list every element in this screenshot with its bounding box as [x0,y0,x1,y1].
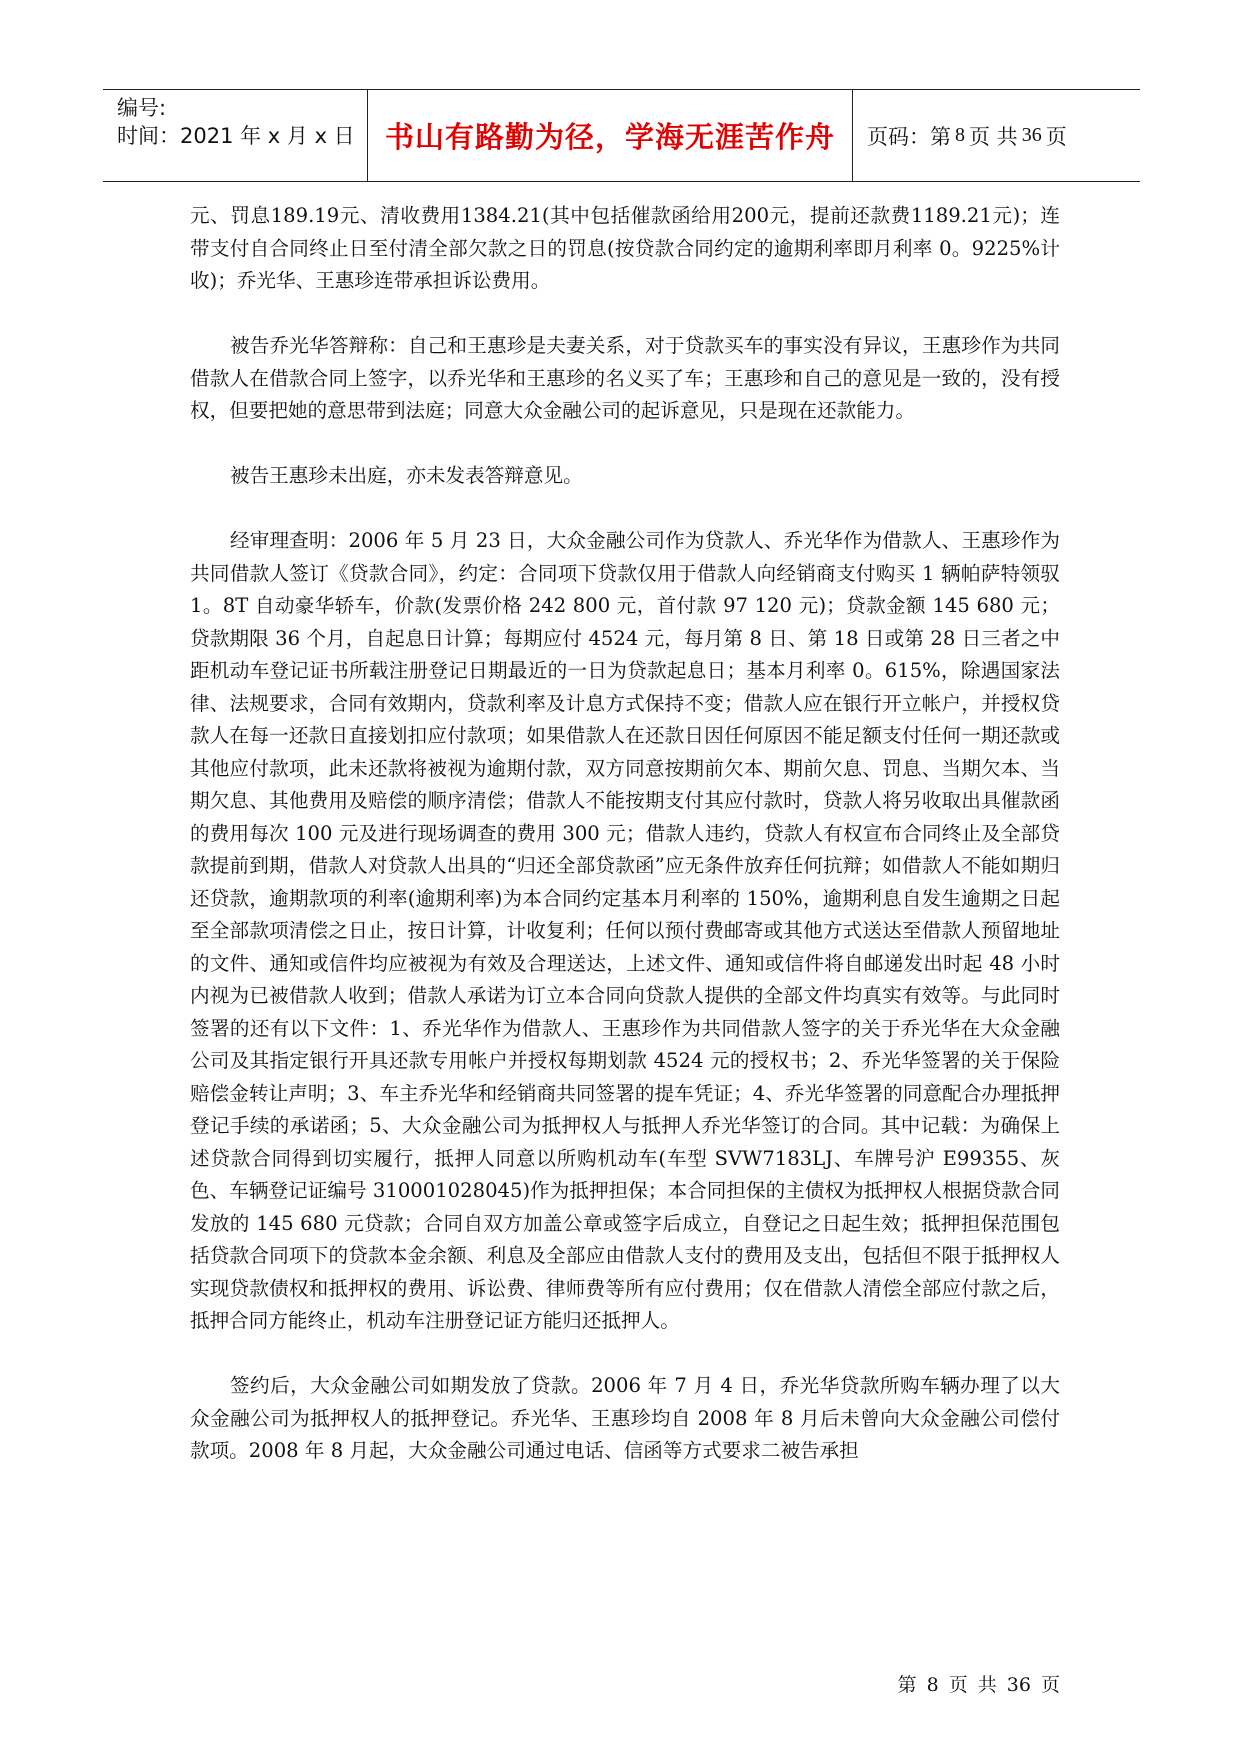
body-paragraph: 签约后，大众金融公司如期发放了贷款。2006 年 7 月 4 日，乔光华贷款所购车辆办理了以大众金融公司为抵押权人的抵押登记。乔光华、王惠珍均自 2008 年 8 月后未曾向大众金融公司偿付款项。2008 年 8 月起，大众金融公司通过电话、信函等方式要求二被告承担 [190,1374,1060,1462]
header-slogan: 书山有路勤为径，学海无涯苦作舟 [368,90,853,181]
document-number-label: 编号: [117,96,167,120]
document-body [190,200,1060,1500]
page-code-middle: 页 共 [969,124,1018,149]
page-code-suffix: 页 [1045,124,1067,149]
page-code-total: 36 [1021,124,1042,146]
body-paragraph: 元、罚息189.19元、清收费用1384.21(其中包括催款函给用200元，提前还款费1189.21元)；连带支付自合同终止日至付清全部欠款之日的罚息(按贷款合同约定的逾期利率即月利率 0。9225%计收)；乔光华、王惠珍连带承担诉讼费用。 [190,204,1060,292]
body-paragraph: 被告乔光华答辩称：自己和王惠珍是夫妻关系，对于贷款买车的事实没有异议，王惠珍作为共同借款人在借款合同上签字，以乔光华和王惠珍的名义买了车；王惠珍和自己的意见是一致的，没有授权，但要把她的意思带到法庭；同意大众金融公司的起诉意见，只是现在还款能力。 [190,334,1060,422]
page-footer: 第 8 页 共 36 页 [897,1674,1060,1696]
header-page-code [853,90,1140,181]
header-meta [103,90,368,181]
body-paragraph: 被告王惠珍未出庭，亦未发表答辩意见。 [230,464,583,487]
document-time-label: 时间：2021 年 x 月 x 日 [117,124,355,148]
page-code-prefix: 页码：第 [867,124,951,149]
body-paragraph: 经审理查明：2006 年 5 月 23 日，大众金融公司作为贷款人、乔光华作为借款人、王惠珍作为共同借款人签订《贷款合同》，约定：合同项下贷款仅用于借款人向经销商支付购买 1 辆帕萨特领驭 1。8T 自动豪华轿车，价款(发票价格 242 800 元，首付款 97 120 元)；贷款金额 145 680 元；贷款期限 36 个月，自起息日计算；每期应付 4524 元，每月第 8 日、第 18 日或第 28 日三者之中距机动车登记证书所载注册登记日期最近的一日为贷款起息日；基本月利率 0。615%，除遇国家法律、法规要求，合同有效期内，贷款利率及计息方式保持不变；借款人应在银行开立帐户，并授权贷款人在每一还款日直接划扣应付款项；如果借款人在还款日因任何原因不能足额支付任何一期还款或其他应付款项，此未还款将被视为逾期付款，双方同意按期前欠本、期前欠息、罚息、当期欠本、当期欠息、其他费用及赔偿的顺序清偿；借款人不能按期支付其应付款时，贷款人将另收取出具催款函的费用每次 100 元及进行现场调查的费用 300 元；借款人违约，贷款人有权宣布合同终止及全部贷款提前到期，借款人对贷款人出具的“归还全部贷款函”应无条件放弃任何抗辩；如借款人不能如期归还贷款，逾期款项的利率(逾期利率)为本合同约定基本月利率的 150%，逾期利息自发生逾期之日起至全部款项清偿之日止，按日计算，计收复利；任何以预付费邮寄或其他方式送达至借款人预留地址的文件、通知或信件均应被视为有效及合理送达，上述文件、通知或信件将自邮递发出时起 48 小时内视为已被借款人收到；借款人承诺为订立本合同向贷款人提供的全部文件均真实有效等。与此同时签署的还有以下文件：1、乔光华作为借款人、王惠珍作为共同借款人签字的关于乔光华在大众金融公司及其指定银行开具还款专用帐户并授权每期划款 4524 元的授权书；2、乔光华签署的关于保险赔偿金转让声明；3、车主乔光华和经销商共同签署的提车凭证；4、乔光华签署的同意配合办理抵押登记手续的承诺函；5、大众金融公司为抵押权人与抵押人乔光华签订的合同。其中记载：为确保上述贷款合同得到切实履行，抵押人同意以所购机动车(车型 SVW7183LJ、车牌号沪 E99355、灰色、车辆登记证编号 310001028045)作为抵押担保；本合同担保的主债权为抵押权人根据贷款合同发放的 145 680 元贷款；合同自双方加盖公章或签字后成立，自登记之日起生效；抵押担保范围包括贷款合同项下的贷款本金余额、利息及全部应由借款人支付的费用及支出，包括但不限于抵押权人实现贷款债权和抵押权的费用、诉讼费、律师费等所有应付费用；仅在借款人清偿全部应付款之后，抵押合同方能终止，机动车注册登记证方能归还抵押人。 [190,529,1060,1332]
page-code-current: 8 [955,124,965,146]
page-header [103,89,1140,182]
